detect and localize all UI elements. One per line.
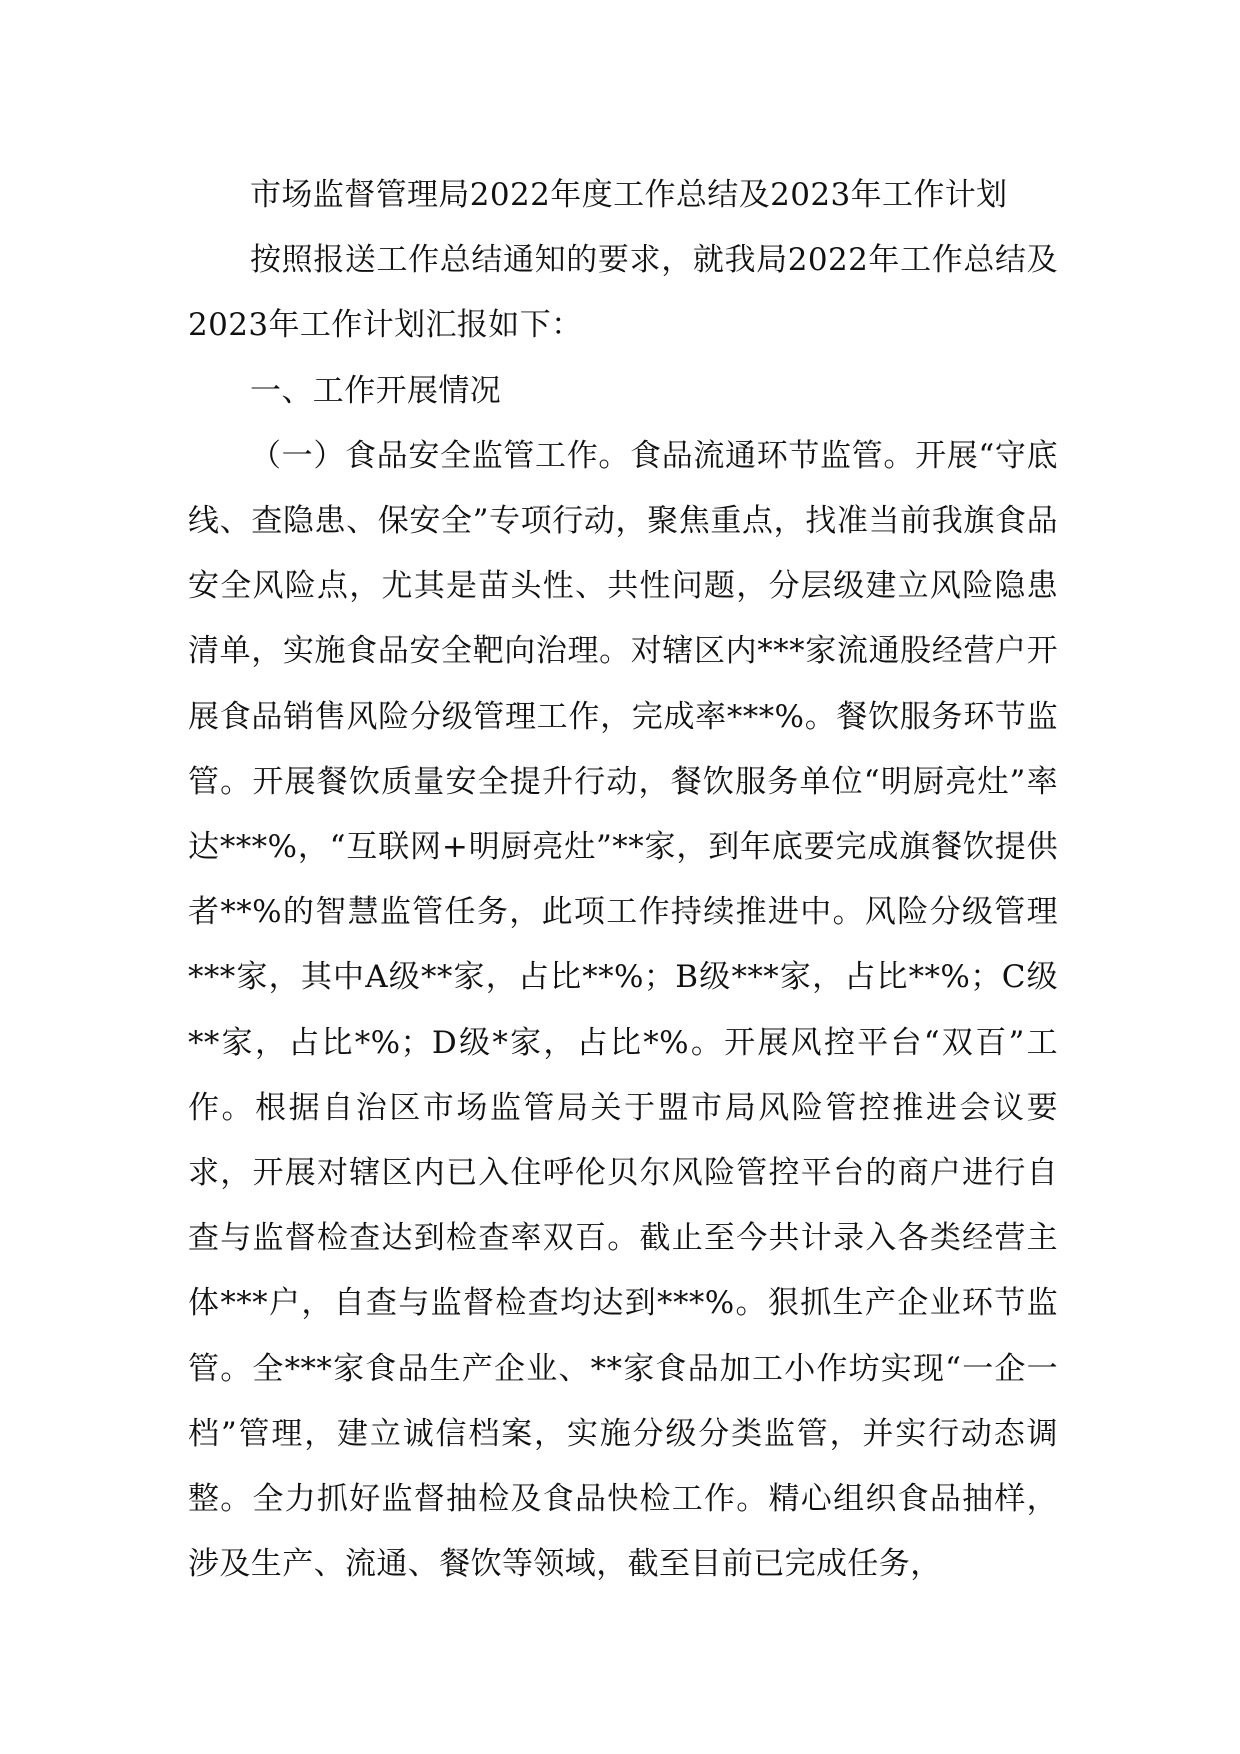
document-title: 市场监督管理局2022年度工作总结及2023年工作计划 bbox=[250, 177, 1008, 213]
document-body bbox=[188, 163, 1058, 1597]
body-paragraph: （一）食品安全监管工作。食品流通环节监管。开展“守底线、查隐患、保安全”专项行动，聚焦重点，找准当前我旗食品安全风险点，尤其是苗头性、共性问题，分层级建立风险隐患清单，实施食品安全靶向治理。对辖区内***家流通股经营户开展食品销售风险分级管理工作，完成率***%。餐饮服务环节监管。开展餐饮质量安全提升行动，餐饮服务单位“明厨亮灶”率达***%，“互联网+明厨亮灶”**家，到年底要完成旗餐饮提供者**%的智慧监管任务，此项工作持续推进中。风险分级管理***家，其中A级**家，占比**%；B级***家，占比**%；C级**家，占比*%；D级*家，占比*%。开展风控平台“双百”工作。根据自治区市场监管局关于盟市局风险管控推进会议要求，开展对辖区内已入住呼伦贝尔风险管控平台的商户进行自查与监督检查达到检查率双百。截止至今共计录入各类经营主体***户，自查与监督检查均达到***%。狠抓生产企业环节监管。全***家食品生产企业、**家食品加工小作坊实现“一企一档”管理，建立诚信档案，实施分级分类监管，并实行动态调整。全力抓好监督抽检及食品快检工作。精心组织食品抽样，涉及生产、流通、餐饮等领域，截至目前已完成任务， bbox=[188, 437, 1058, 1583]
section-heading: 一、工作开展情况 bbox=[250, 372, 502, 409]
intro-paragraph: 按照报送工作总结通知的要求，就我局2022年工作总结及2023年工作计划汇报如下： bbox=[188, 242, 1058, 344]
